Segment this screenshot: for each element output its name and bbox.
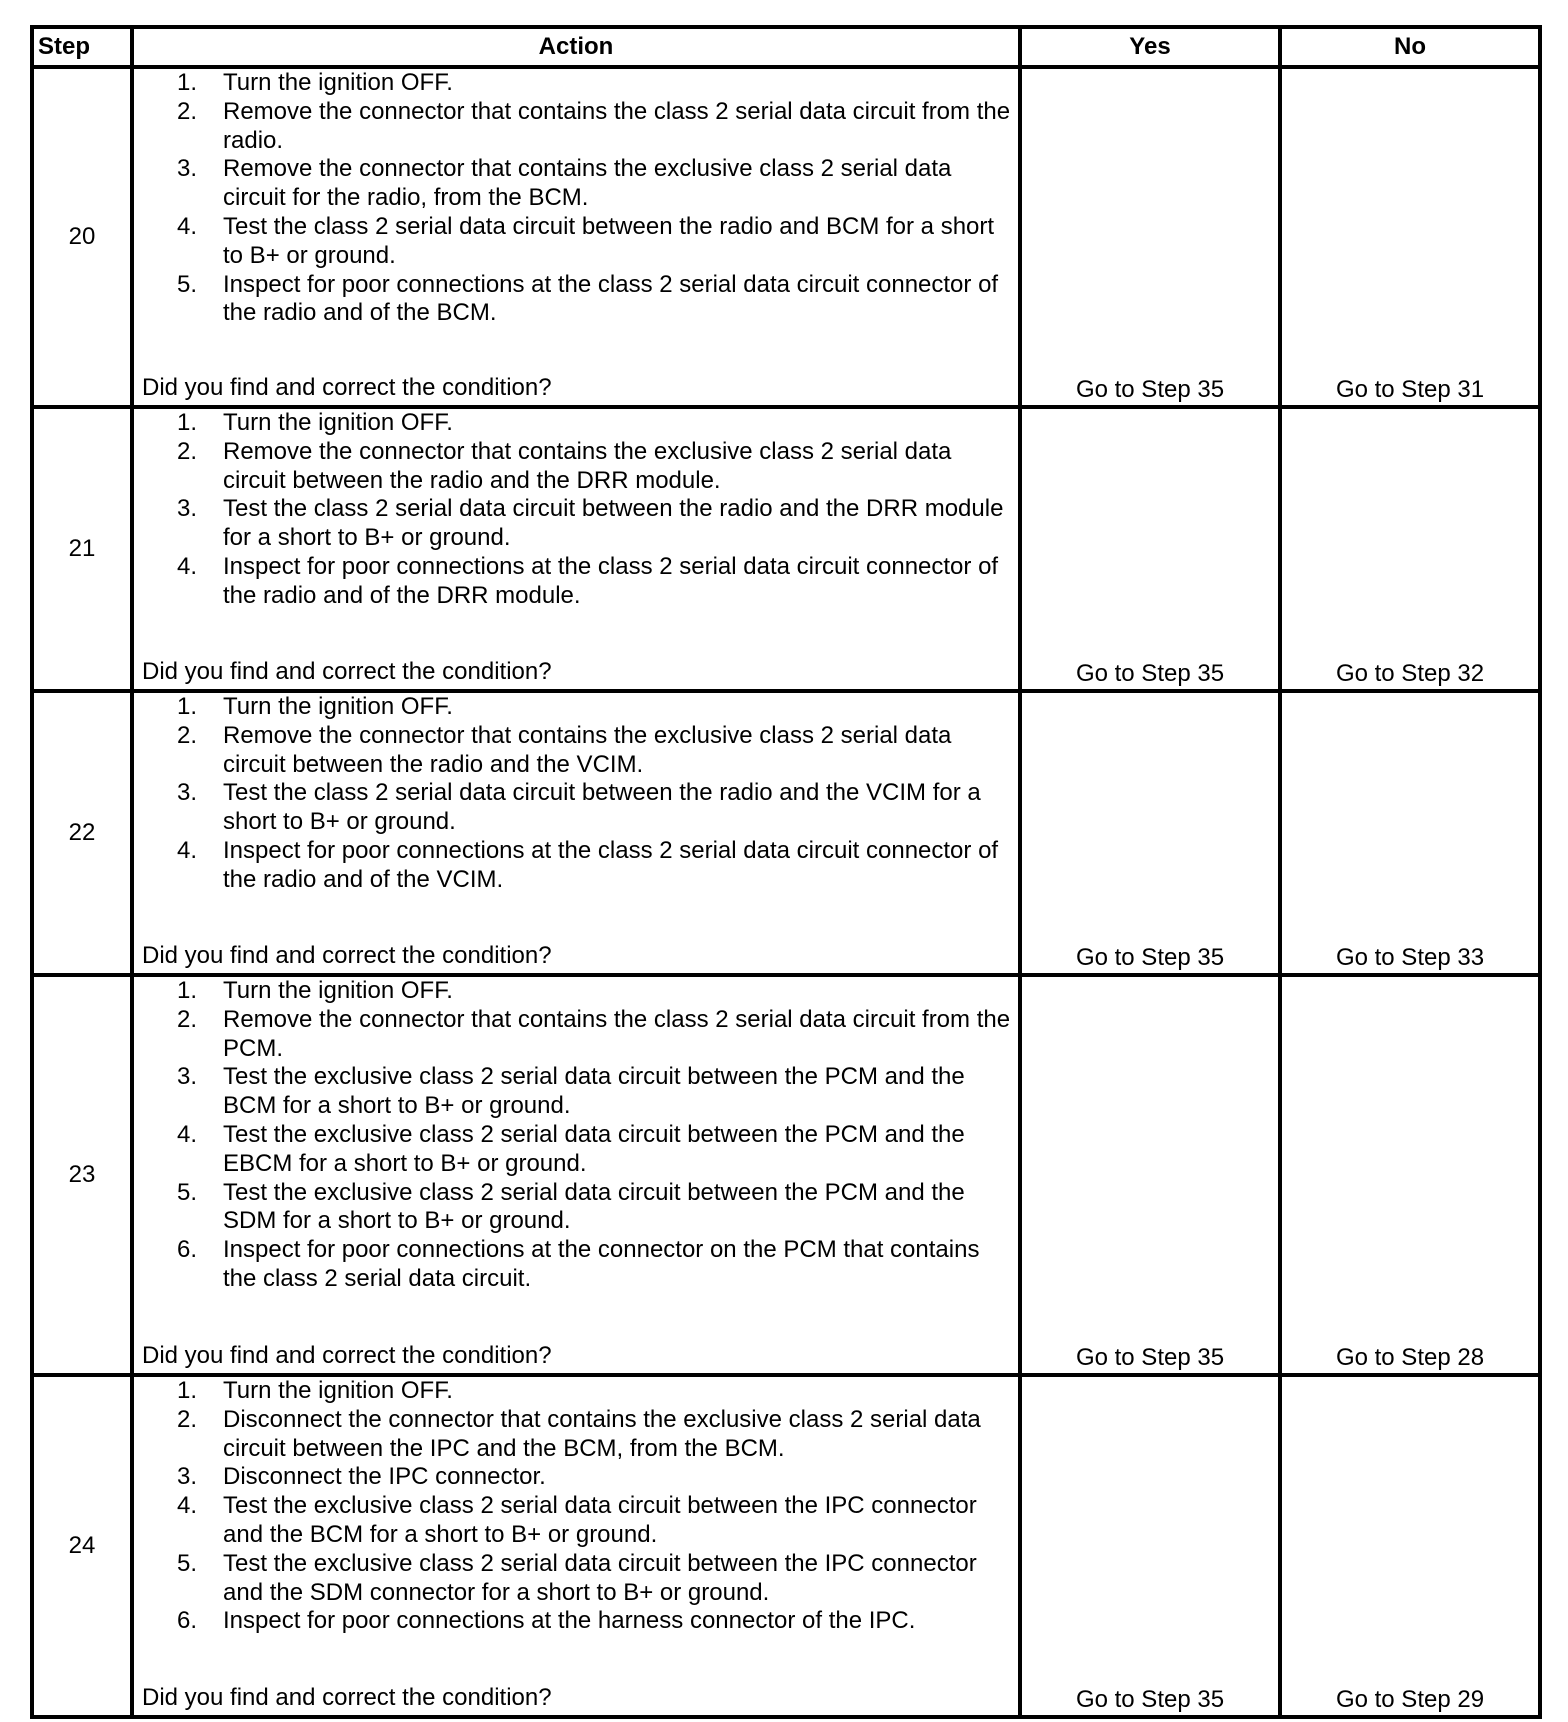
item-text: Test the exclusive class 2 serial data circuit between the PCM and the BCM for a short to B+ or ground.: [223, 1063, 965, 1120]
item-text: Remove the connector that contains the exclusive class 2 serial data circuit for the radio, from the BCM.: [223, 155, 952, 212]
no-link[interactable]: Go to Step 31: [1280, 67, 1540, 407]
item-number: 4.: [177, 1492, 198, 1520]
no-link[interactable]: Go to Step 29: [1280, 1375, 1540, 1717]
table-row: [32, 975, 1540, 1375]
action-cell: [132, 1375, 1020, 1717]
table-row: [32, 691, 1540, 975]
item-text: Disconnect the connector that contains the exclusive class 2 serial data circuit between the IPC and the BCM, from the BCM.: [223, 1405, 981, 1462]
action-cell: [132, 691, 1020, 975]
header-no: No: [1280, 27, 1540, 67]
list-item: [134, 1607, 1018, 1636]
header-yes: Yes: [1020, 27, 1280, 67]
step-number: 23: [32, 975, 132, 1375]
item-number: 2.: [177, 97, 198, 125]
item-number: 3.: [177, 155, 198, 183]
no-link[interactable]: Go to Step 28: [1280, 975, 1540, 1375]
item-number: 2.: [177, 721, 198, 749]
list-item: [134, 553, 1018, 611]
item-number: 3.: [177, 495, 198, 523]
question-text: Did you find and correct the condition?: [142, 658, 552, 686]
step-number: 20: [32, 67, 132, 407]
list-item: [134, 1550, 1018, 1608]
item-number: 1.: [177, 409, 198, 436]
item-text: Test the exclusive class 2 serial data circuit between the PCM and the EBCM for a short to B+ or ground.: [223, 1120, 965, 1177]
item-number: 5.: [177, 270, 198, 298]
list-item: [134, 977, 1018, 1006]
list-item: [134, 409, 1018, 438]
action-cell: [132, 975, 1020, 1375]
yes-link[interactable]: Go to Step 35: [1020, 975, 1280, 1375]
action-list: [134, 69, 1018, 328]
item-number: 6.: [177, 1607, 198, 1635]
item-text: Turn the ignition OFF.: [223, 69, 453, 96]
action-cell: [132, 67, 1020, 407]
item-number: 3.: [177, 1463, 198, 1491]
action-list: [134, 977, 1018, 1294]
item-number: 3.: [177, 1063, 198, 1091]
item-number: 2.: [177, 1405, 198, 1433]
item-text: Inspect for poor connections at the harness connector of the IPC.: [223, 1607, 916, 1635]
list-item: [134, 495, 1018, 553]
item-number: 4.: [177, 836, 198, 864]
item-text: Remove the connector that contains the exclusive class 2 serial data circuit between the radio and the VCIM.: [223, 721, 952, 778]
question-text: Did you find and correct the condition?: [142, 1684, 552, 1712]
item-number: 4.: [177, 552, 198, 580]
list-item: [134, 693, 1018, 722]
header-row: [32, 27, 1540, 67]
list-item: [134, 155, 1018, 213]
list-item: [134, 1236, 1018, 1294]
item-text: Disconnect the IPC connector.: [223, 1463, 546, 1491]
item-number: 5.: [177, 1178, 198, 1206]
item-text: Test the exclusive class 2 serial data circuit between the IPC connector and the SDM connector for a short to B+ or ground.: [223, 1549, 977, 1606]
item-text: Test the class 2 serial data circuit between the radio and BCM for a short to B+ or ground.: [223, 212, 995, 269]
item-number: 4.: [177, 1120, 198, 1148]
item-text: Turn the ignition OFF.: [223, 409, 453, 436]
table-row: [32, 407, 1540, 691]
diagnostic-table: [30, 25, 1542, 1719]
action-list: [134, 693, 1018, 895]
yes-link[interactable]: Go to Step 35: [1020, 1375, 1280, 1717]
list-item: [134, 1492, 1018, 1550]
item-text: Inspect for poor connections at the class 2 serial data circuit connector of the radio and of the VCIM.: [223, 836, 999, 893]
item-text: Remove the connector that contains the class 2 serial data circuit from the PCM.: [223, 1005, 1011, 1062]
yes-link[interactable]: Go to Step 35: [1020, 67, 1280, 407]
action-list: [134, 409, 1018, 611]
item-text: Turn the ignition OFF.: [223, 977, 453, 1004]
list-item: [134, 1063, 1018, 1121]
item-number: 2.: [177, 1005, 198, 1033]
table-row: [32, 1375, 1540, 1717]
yes-link[interactable]: Go to Step 35: [1020, 407, 1280, 691]
item-number: 3.: [177, 779, 198, 807]
item-number: 1.: [177, 977, 198, 1004]
no-link[interactable]: Go to Step 32: [1280, 407, 1540, 691]
item-text: Remove the connector that contains the class 2 serial data circuit from the radio.: [223, 97, 1011, 154]
list-item: [134, 69, 1018, 98]
item-text: Test the class 2 serial data circuit between the radio and the DRR module for a short to B+ or ground.: [223, 495, 1004, 552]
step-number: 24: [32, 1375, 132, 1717]
item-text: Test the class 2 serial data circuit between the radio and the VCIM for a short to B+ or ground.: [223, 779, 981, 836]
list-item: [134, 837, 1018, 895]
list-item: [134, 1406, 1018, 1464]
question-text: Did you find and correct the condition?: [142, 942, 552, 970]
item-text: Test the exclusive class 2 serial data circuit between the PCM and the SDM for a short to B+ or ground.: [223, 1178, 965, 1235]
item-number: 1.: [177, 69, 198, 96]
step-number: 21: [32, 407, 132, 691]
step-number: 22: [32, 691, 132, 975]
item-number: 6.: [177, 1236, 198, 1264]
item-text: Test the exclusive class 2 serial data circuit between the IPC connector and the BCM for a short to B+ or ground.: [223, 1492, 977, 1548]
item-number: 2.: [177, 437, 198, 465]
list-item: [134, 1006, 1018, 1064]
item-number: 4.: [177, 212, 198, 240]
header-step: Step: [32, 27, 132, 67]
item-text: Turn the ignition OFF.: [223, 1377, 453, 1404]
item-text: Turn the ignition OFF.: [223, 693, 453, 720]
list-item: [134, 98, 1018, 156]
no-link[interactable]: Go to Step 33: [1280, 691, 1540, 975]
item-number: 1.: [177, 1377, 198, 1404]
yes-link[interactable]: Go to Step 35: [1020, 691, 1280, 975]
list-item: [134, 271, 1018, 329]
item-text: Inspect for poor connections at the class 2 serial data circuit connector of the radio and of the DRR module.: [223, 552, 999, 609]
list-item: [134, 1121, 1018, 1179]
list-item: [134, 779, 1018, 837]
table-row: [32, 67, 1540, 407]
list-item: [134, 213, 1018, 271]
list-item: [134, 438, 1018, 496]
list-item: [134, 1179, 1018, 1237]
question-text: Did you find and correct the condition?: [142, 1342, 552, 1370]
list-item: [134, 722, 1018, 780]
question-text: Did you find and correct the condition?: [142, 374, 552, 402]
list-item: [134, 1463, 1018, 1492]
header-action: Action: [132, 27, 1020, 67]
action-list: [134, 1377, 1018, 1636]
action-cell: [132, 407, 1020, 691]
item-text: Remove the connector that contains the exclusive class 2 serial data circuit between the radio and the DRR module.: [223, 437, 952, 494]
item-text: Inspect for poor connections at the connector on the PCM that contains the class 2 serial data circuit.: [223, 1236, 980, 1292]
list-item: [134, 1377, 1018, 1406]
item-text: Inspect for poor connections at the class 2 serial data circuit connector of the radio and of the BCM.: [223, 270, 999, 327]
item-number: 5.: [177, 1549, 198, 1577]
item-number: 1.: [177, 693, 198, 720]
